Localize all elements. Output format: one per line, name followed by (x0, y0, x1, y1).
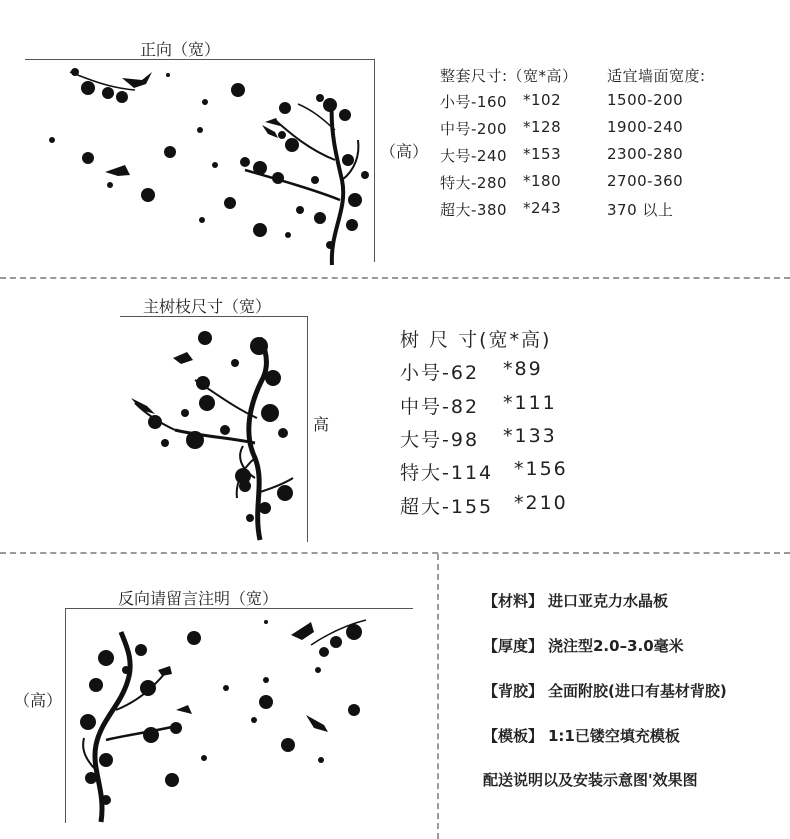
section1-row-size: 中号-200 (440, 120, 508, 138)
spec-value: 1:1已镂空填充模板 (548, 727, 680, 745)
section1-row-dim: *153 (523, 145, 562, 163)
spec-key: 【材料】 (483, 592, 544, 610)
section2-row-dim: *156 (514, 458, 568, 480)
spec-key: 【厚度】 (483, 637, 544, 655)
section1-height-label: （高） (380, 142, 429, 161)
swallow-icon (158, 622, 328, 732)
section1-header-size: 整套尺寸:（宽*高） (440, 67, 578, 85)
section1-row-dim: *128 (523, 118, 562, 136)
section1-row-dim: *180 (523, 172, 562, 190)
section2-header: 树 尺 寸(宽*高) (400, 329, 552, 351)
section2-row-size: 超大-155 (400, 496, 494, 518)
section1-row-size: 小号-160 (440, 93, 508, 111)
section1-row-size: 超大-380 (440, 201, 508, 219)
section2-row-size: 中号-82 (400, 396, 480, 418)
section2-height-label: 高 (313, 415, 330, 434)
section2-row-dim: *89 (503, 358, 543, 380)
section2-row-dim: *111 (503, 392, 557, 414)
section2-row-size: 小号-62 (400, 362, 480, 384)
section1-row-wall: 1500-200 (607, 91, 684, 109)
section1-row-dim: *243 (523, 199, 562, 217)
section3-height-label: （高） (14, 691, 63, 710)
section1-row-wall: 1900-240 (607, 118, 684, 136)
divider-1 (0, 277, 790, 279)
divider-2 (0, 552, 790, 554)
section3-width-label: 反向请留言注明（宽） (118, 589, 279, 608)
swallow-icon (105, 72, 280, 176)
section2-width-label: 主树枝尺寸（宽） (143, 297, 272, 316)
section2-right-rule (307, 316, 308, 542)
plum-branch-art-forward (30, 60, 390, 270)
flower-cluster (49, 68, 369, 249)
section1-row-wall: 2300-280 (607, 145, 684, 163)
spec-key: 【模板】 (483, 727, 544, 745)
section1-row-size: 大号-240 (440, 147, 508, 165)
divider-3 (437, 554, 439, 839)
section1-row-wall: 2700-360 (607, 172, 684, 190)
flower-cluster (80, 620, 362, 805)
plum-branch-art-main (125, 318, 305, 543)
plum-branch-art-reverse (66, 610, 406, 825)
section2-row-size: 特大-114 (400, 462, 494, 484)
spec-key: 【背胶】 (483, 682, 544, 700)
section3-top-rule (65, 608, 413, 609)
section1-width-label: 正向（宽） (140, 40, 221, 59)
delivery-note: 配送说明以及安装示意图'效果图 (483, 771, 698, 789)
spec-value: 进口亚克力水晶板 (548, 592, 669, 610)
section1-row-dim: *102 (523, 91, 562, 109)
section2-top-rule (120, 316, 308, 317)
section2-row-size: 大号-98 (400, 429, 480, 451)
swallow-icon (131, 352, 193, 414)
section1-row-size: 特大-280 (440, 174, 508, 192)
section2-row-dim: *133 (503, 425, 557, 447)
section2-row-dim: *210 (514, 492, 568, 514)
section1-header-wall: 适宜墙面宽度: (607, 67, 706, 85)
section1-row-wall: 370 以上 (607, 201, 674, 219)
spec-value: 浇注型2.0–3.0毫米 (548, 637, 684, 655)
spec-value: 全面附胶(进口有基材背胶) (548, 682, 727, 700)
